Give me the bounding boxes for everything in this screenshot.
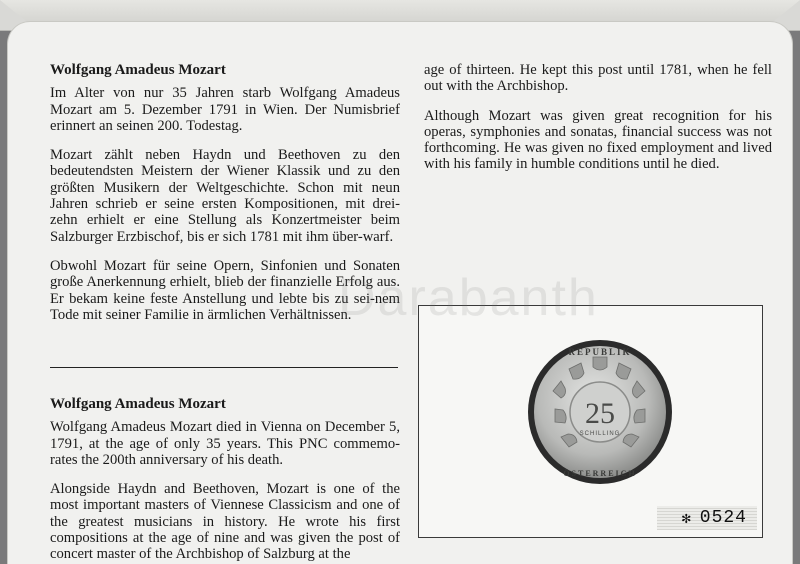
section-divider [50,367,398,368]
german-paragraph-3: Obwohl Mozart für seine Opern, Sinfonien und Sonaten große Anerkennung erhielt, blieb der finanzielle Erfolg aus. Er bekam keine feste Anstellung und lebte bis zu sei-nem Tode mit seiner Familie in ärmlichen Verhältnissen. [50,257,400,323]
serial-number-label [657,506,757,530]
coin-unit: SCHILLING [579,431,621,437]
coin-image [527,339,673,485]
english-text-block [50,396,400,564]
english-paragraph-1: Wolfgang Amadeus Mozart died in Vienna on December 5, 1791, at the age of only 35 years. This PNC commemo-rates the 200th anniversary of his death. [50,419,400,468]
english-heading: Wolfgang Amadeus Mozart [50,396,226,412]
german-paragraph-1: Im Alter von nur 35 Jahren starb Wolfgang Amadeus Mozart am 5. Dezember 1791 in Wien. Der Numisbrief erinnert an seinen 200. Todestag. [50,85,400,134]
star-icon: ✻ [681,510,692,528]
watermark: Darabanth [338,269,599,327]
coin-legend-bottom: ÖSTERREICH [563,469,637,478]
english-continued-2: Although Mozart was given great recognition for his operas, symphonies and sonatas, financial success was not forthcoming. He was given no fixed employment and lived with his family in humble conditions until he died. [424,107,772,173]
english-continued-1: age of thirteen. He kept this post until 1781, when he fell out with the Archbishop. [424,62,772,95]
german-paragraph-2: Mozart zählt neben Haydn und Beethoven zu den bedeutendsten Meistern der Wiener Klassik und zu den größten Musikern der Weltgeschichte. Schon mit neun Jahren schrieb er seine ersten Kompositionen, mit drei-zehn erhielt er eine Stellung als Konzertmeister beim Salzburger Erzbischof, bis er sich 1781 mit ihm über-warf. [50,147,400,245]
insert-sheet [8,22,792,564]
serial-number: 0524 [699,508,747,528]
coin-denomination: 25 [585,397,615,430]
english-continued-block [424,62,772,186]
english-paragraph-2: Alongside Haydn and Beethoven, Mozart is one of the most important masters of Viennese Classicism and one of the greatest musicians in history. He wrote his first compositions at the age of nine and was given the post of concert master of the Archbishop of Salzburg at the [50,481,400,563]
coin-legend-top: REPUBLIK [568,347,632,357]
german-heading: Wolfgang Amadeus Mozart [50,62,226,78]
coin-window [418,305,763,538]
